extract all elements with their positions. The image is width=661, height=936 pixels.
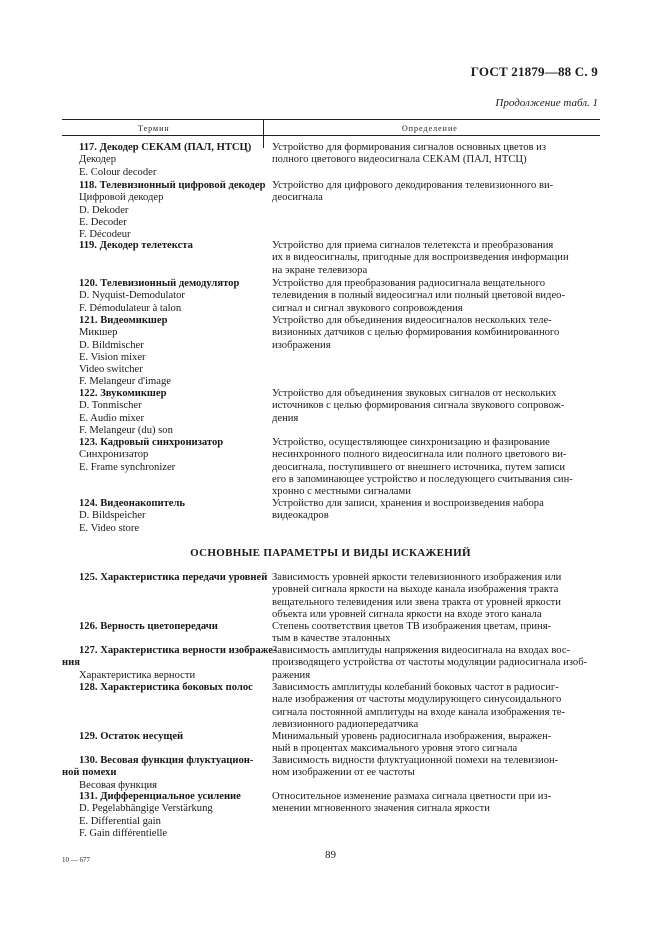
table-row-term-120: 120. Телевизионный демодулятор D. Nyquist-Demodulator F. Démodulateur à talon [79, 278, 240, 314]
table-row-definition-130: Зависимость видности флуктуационной помехи на телевизион- ном изображении от ее частоты [272, 755, 559, 779]
table-row-term-122: 122. Звукомикшер D. Tonmischer E. Audio mixer F. Melangeur (du) son [79, 388, 173, 436]
term-title: 117. Декодер СЕКАМ (ПАЛ, НТСЦ) [79, 142, 252, 153]
page-number: 89 [325, 849, 336, 861]
section-title: ОСНОВНЫЕ ПАРАМЕТРЫ И ВИДЫ ИСКАЖЕНИЙ [190, 547, 471, 559]
table-row-term-130: 130. Весовая функция флуктуацион- ной помехи Весовая функция [62, 755, 262, 792]
standard-reference: ГОСТ 21879—88 С. 9 [470, 64, 598, 79]
term-title: 128. Характеристика боковых полос [79, 682, 253, 693]
table-row-definition-121: Устройство для объединения видеосигналов нескольких теле- визионных датчиков с целью формирования комбинированного изображения [272, 315, 560, 351]
table-row-term-129 [79, 731, 183, 743]
term-title: 122. Звукомикшер [79, 388, 167, 399]
term-foreign: E. Colour decoder [79, 166, 157, 178]
column-header-definition: Определение [402, 124, 458, 133]
table-row-term-121: 121. Видеомикшер Микшер D. Bildmischer E. Vision mixer Video switcher F. Melangeur d'image [79, 315, 171, 388]
table-row-definition-120: Устройство для преобразования радиосигнала вещательного телевидения в полный видеосигнал или полный цветовой видео- сигнал и сигнал звукового сопровождения [272, 278, 565, 314]
table-row-term-117 [79, 142, 251, 179]
table-row-definition-127: Зависимость амплитуды напряжения видеосигнала на входах вос- производящего устройства от частоты модуляции радиосигнала изоб- ражения [272, 645, 588, 681]
table-row-term-127: 127. Характеристика верности изображе- ния Характеристика верности [62, 645, 277, 681]
table-row-term-123: 123. Кадровый синхронизатор Синхронизатор E. Frame synchronizer [79, 437, 224, 473]
term-title: 124. Видеонакопитель [79, 498, 186, 509]
table-row-term-126 [79, 621, 218, 633]
table-row-definition-126: Степень соответствия цветов ТВ изображения цветам, приня- тым в качестве эталонных [272, 621, 552, 645]
table-row-definition-129: Минимальный уровень радиосигнала изображения, выражен- ный в процентах максимального уровня этого сигнала [272, 731, 552, 755]
table-row-term-124: 124. Видеонакопитель D. Bildspeicher E. Video store [79, 498, 186, 534]
term-title: 118. Телевизионный цифровой декодер [79, 180, 266, 191]
table-row-definition-122: Устройство для объединения звуковых сигналов от нескольких источников с целью формирования сигнала звукового сопровож- дения [272, 388, 565, 424]
table-row-term-118: 118. Телевизионный цифровой декодер Цифровой декодер D. Dekoder E. Decoder F. Décodeur [79, 180, 266, 241]
column-header-term: Термин [138, 124, 170, 133]
table-row-definition-131: Относительное изменение размаха сигнала цветности при из- менении мгновенного значения сигнала яркости [272, 791, 552, 815]
table-column-divider [263, 119, 264, 148]
table-row-term-128 [79, 682, 253, 694]
term-title: 125. Характеристика передачи уровней [79, 572, 268, 583]
table-header-rule [62, 135, 600, 136]
term-title: 123. Кадровый синхронизатор [79, 437, 224, 448]
term-title: 120. Телевизионный демодулятор [79, 278, 240, 289]
term-title: 130. Весовая функция флуктуацион- [79, 755, 254, 766]
table-row-definition-123: Устройство, осуществляющее синхронизацию и фазирование несинхронного полного видеосигнала или полного цветового ви- деосигнала, поступившего от внешнего источника, путем записи его в запоминающее устройство и последующего считывания син- хронно с местными сигналами [272, 437, 573, 498]
table-row-definition-128: Зависимость амплитуды колебаний боковых частот в радиосиг- нале изображения от частоты модулирующего синусоидального сигнала постоянной амплитуды на входе канала изображения те- левизионного радиопередатчика [272, 682, 565, 730]
term-title: 121. Видеомикшер [79, 315, 168, 326]
table-row-term-125 [79, 572, 267, 584]
term-title: 131. Дифференциальное усиление [79, 791, 241, 802]
table-row-definition-117: Устройство для формирования сигналов основных цветов из полного цветового видеосигнала СЕКАМ (ПАЛ, НТСЦ) [272, 142, 547, 166]
print-code: 10 — 677 [62, 856, 90, 864]
table-row-term-131: 131. Дифференциальное усиление D. Pegelabhängige Verstärkung E. Differential gain F. Gain différentielle [79, 791, 241, 839]
table-row-definition-125: Зависимость уровней яркости телевизионного изображения или уровней сигнала яркости на выходе канала изображения тракта вещательного телевидения или звена тракта от уровней яркости объекта или уровней сигнала яркости на входе этого канала [272, 572, 562, 620]
term-title: 119. Декодер телетекста [79, 240, 193, 251]
table-row-definition-118: Устройство для цифрового декодирования телевизионного ви- деосигнала [272, 180, 554, 204]
table-row-term-119 [79, 240, 193, 252]
table-continuation-note: Продолжение табл. 1 [495, 97, 598, 109]
term-title: 127. Характеристика верности изображе- [79, 645, 277, 656]
table-row-definition-124: Устройство для записи, хранения и воспроизведения набора видеокадров [272, 498, 544, 522]
term-synonym: Декодер [79, 154, 117, 166]
term-title: 126. Верность цветопередачи [79, 621, 218, 632]
table-row-definition-119: Устройство для приема сигналов телетекста и преобразования их в видеосигналы, пригодные для воспроизведения информации на экране телевизора [272, 240, 569, 276]
term-title: 129. Остаток несущей [79, 731, 184, 742]
table-top-rule [62, 119, 600, 120]
